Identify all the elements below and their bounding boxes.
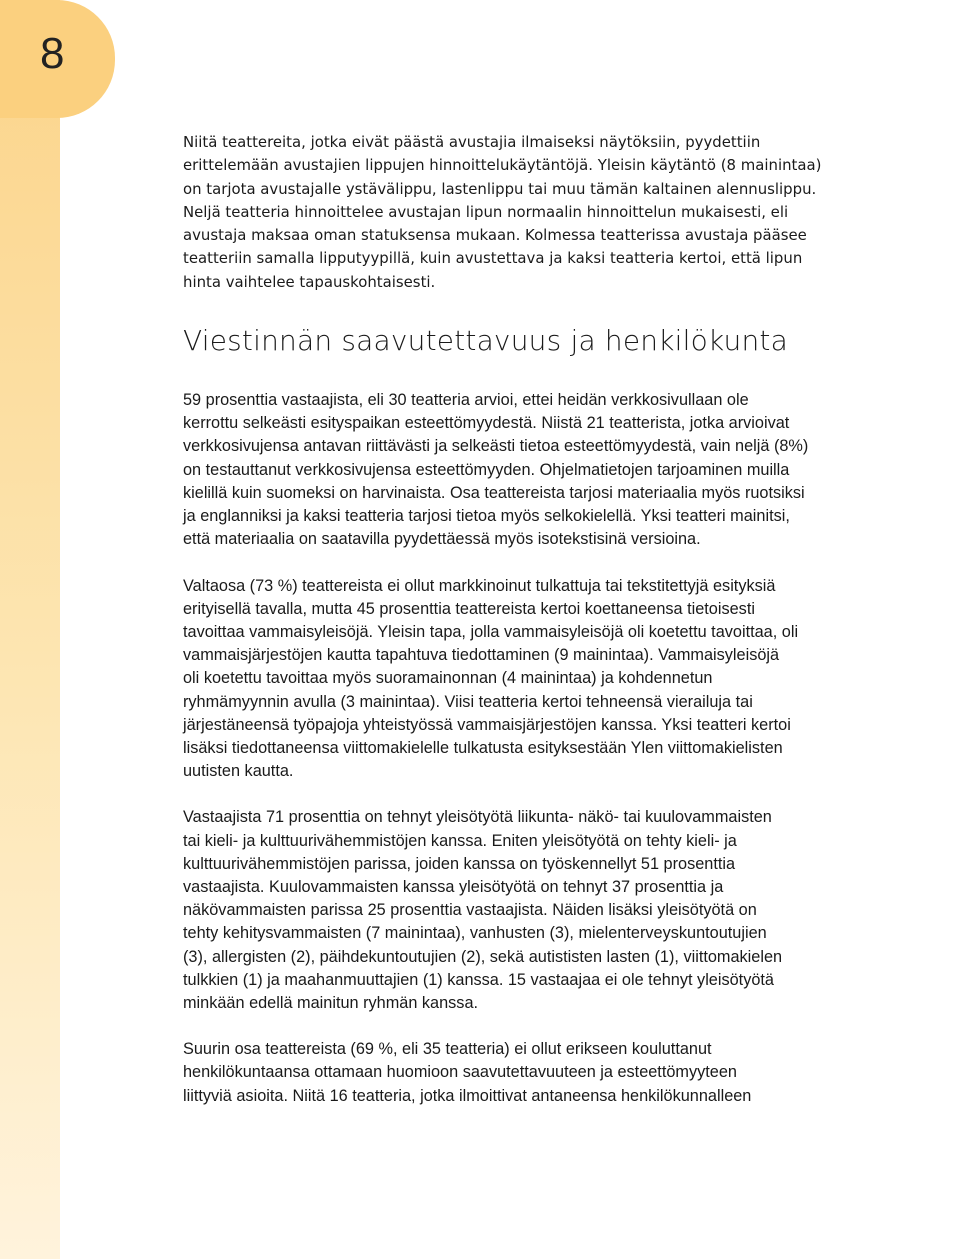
decorative-side-band [0,0,60,1259]
page-number: 8 [40,29,65,78]
page-content [183,131,883,1108]
section-paragraph-1: 59 prosenttia vastaajista, eli 30 teatteria arvioi, ettei heidän verkkosivullaan ole kerrottu selkeästi esityspaikan esteettömyydestä. Niistä 21 teatterista, jotka arvioivat verkkosivujensa antavan riittävästi ja selkeästi tietoa esteettömyydestä, vain neljä (8%) on testauttanut verkkosivujensa esteettömyyden. Ohjelmatietojen tarjoaminen muilla kielillä kuin suomeksi on harvinaista. Osa teattereista tarjosi materiaalia myös ruotsiksi ja englanniksi ja kaksi teatteria tarjosi tietoa myös selkokielellä. Yksi teatteri mainitsi, että materiaalia on saatavilla pyydettäessä myös isotekstisinä versioina. [183,391,809,549]
section-paragraph-4: Suurin osa teattereista (69 %, eli 35 teatteria) ei ollut erikseen kouluttanut henkilökuntaansa ottamaan huomioon saavutettavuuteen ja esteettömyyteen liittyviä asioita. Niitä 16 teatteria, jotka ilmoittivat antaneensa henkilökunnalleen [183,1040,752,1105]
section-paragraph-2: Valtaosa (73 %) teattereista ei ollut markkinoinut tulkattuja tai tekstitettyjä esityksiä erityisellä tavalla, mutta 45 prosenttia teattereista kertoi koettaneensa tietoisesti tavoittaa vammaisyleisöjä. Yleisin tapa, jolla vammaisyleisöjä oli koetettu tavoittaa, oli vammaisjärjestöjen kautta tapahtuva tiedottaminen (9 mainintaa). Vammaisyleisöjä oli koetettu tavoittaa myös suoramainonnan (4 mainintaa) ja kohdennetun ryhmämyynnin avulla (3 mainintaa). Viisi teatteria kertoi tehneensä vierailuja tai järjestäneensä työpajoja yhteistyössä vammaisjärjestöjen kanssa. Yksi teatteri kertoi lisäksi tiedottaneensa viittomakielelle tulkatusta esityksestään Ylen viittomakielisten uutisten kautta. [183,576,799,781]
section-paragraph-3: Vastaajista 71 prosenttia on tehnyt yleisötyötä liikunta- näkö- tai kuulovammaisten tai kieli- ja kulttuurivähemmistöjen kanssa. Eniten yleisötyötä on tehty kieli- ja kulttuurivähemmistöjen parissa, joiden kanssa on työskennellyt 51 prosenttia vastaajista. Kuulovammaisten kanssa yleisötyötä on tehnyt 37 prosenttia ja näkövammaisten parissa 25 prosenttia vastaajista. Näiden lisäksi yleisötyötä on tehty kehitysvammaisten (7 mainintaa), vanhusten (3), mielenterveyskuntoutujien (3), allergisten (2), päihdekuntoutujien (2), sekä autististen lasten (1), viittomakielen tulkkien (1) ja maahanmuuttajien (1) kanssa. 15 vastaajaa ei ole tehnyt yleisötyötä minkään edellä mainitun ryhmän kanssa. [183,808,783,1012]
page-number-tab [0,0,115,118]
section-heading: Viestinnän saavutettavuus ja henkilökunta [183,324,788,358]
tab-corner-decoration [60,118,100,158]
intro-paragraph: Niitä teattereita, jotka eivät päästä avustajia ilmaiseksi näytöksiin, pyydettiin erittelemään avustajien lippujen hinnoittelukäytäntöjä. Yleisin käytäntö (8 mainintaa) on tarjota avustajalle ystävälippu, lastenlippu tai muu tämän kaltainen alennuslippu. Neljä teatteria hinnoittelee avustajan lipun normaalin hinnoittelun mukaisesti, eli avustaja maksaa oman statuksensa mukaan. Kolmessa teatterissa avustaja pääsee teatteriin samalla lipputyypillä, kuin avustettava ja kaksi teatteria kertoi, että lipun hinta vaihtelee tapauskohtaisesti. [183,133,822,291]
